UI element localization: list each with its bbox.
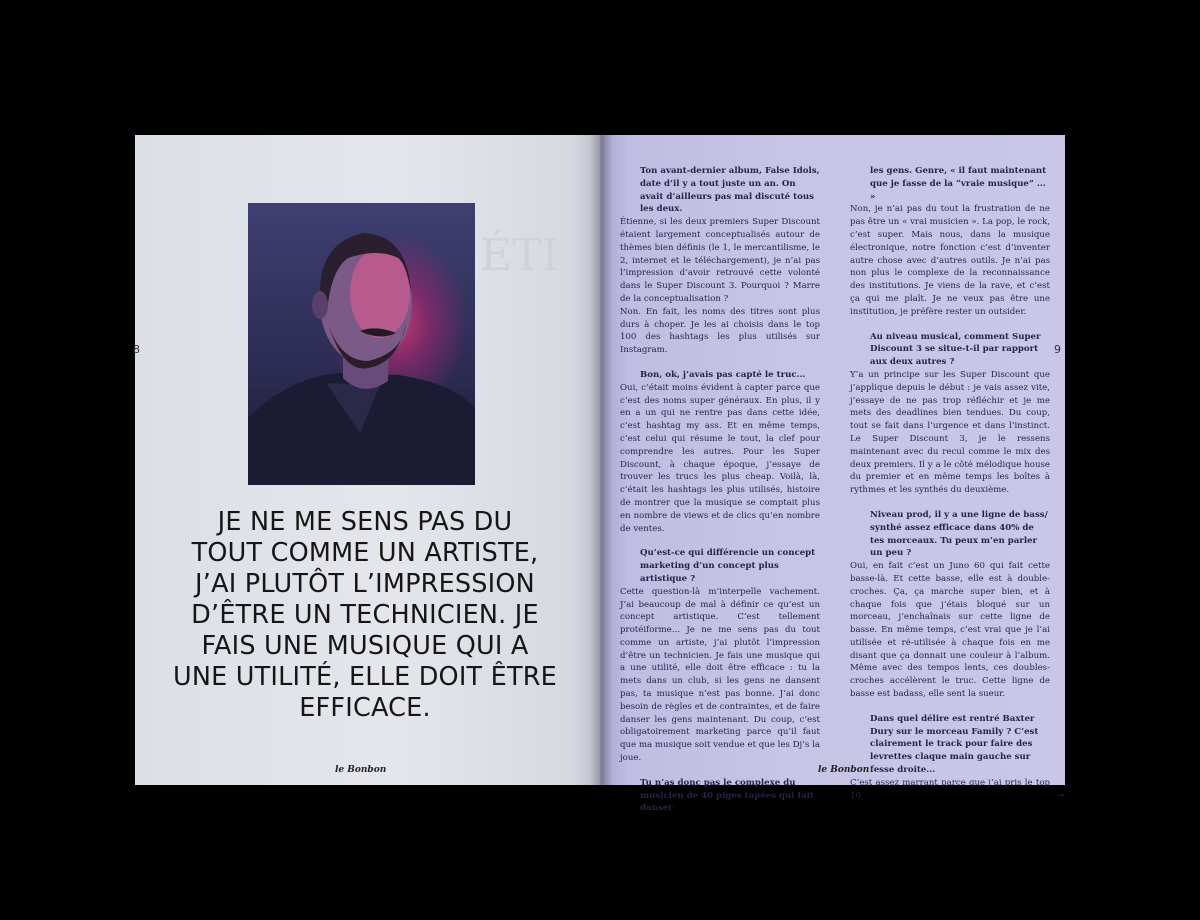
spine-shadow: [590, 135, 612, 785]
paragraph-gap: [850, 497, 1050, 509]
interview-answer: Oui, c’était moins évident à capter parce que c’est des noms super généraux. En plus, il y en a un qui ne rentre pas dans cette idée, c’est hashtag my ass. Et en même temps, c’est celui qui résume le tout, la clef pour comprendre les autres. Pour les Super Discount, à chaque époque, j’essaye de trouver les trucs les plus cheap. Voilà, là, c’était les hashtags les plus utilisés, histoire de montrer que la musique se comptait plus en nombre de views et de clics qu’en nombre de ventes.: [620, 382, 820, 534]
paragraph-gap: [850, 701, 1050, 713]
interview-answer: Non, je n’ai pas du tout la frustration de ne pas être un « vrai musicien ». La pop, le rock, c’est super. Mais nous, dans la musique électronique, notre fonction c’est d’inventer autre chose avec d’autres outils. Je n’ai pas non plus le complexe de la reconnaissance des institutions. Je viens de la rave, et c’est ça qui me plaît. Je ne veux pas être une institution, je préfère rester un outsider.: [850, 204, 1050, 317]
interview-question: Qu’est-ce qui différencie un concept marketing d’un concept plus artistique ?: [640, 548, 816, 584]
continue-arrow-icon: →: [1056, 790, 1064, 801]
pull-quote-line: D’ÊTRE UN TECHNICIEN. JE: [191, 600, 539, 630]
pull-quote-line: FAIS UNE MUSIQUE QUI A: [201, 631, 529, 661]
pull-quote-line: JE NE ME SENS PAS DU: [217, 507, 513, 537]
right-page: [600, 135, 1065, 814]
interview-question: les gens. Genre, « il faut maintenant que je fasse de la “vraie musique” ... »: [870, 166, 1047, 202]
paragraph-gap: [620, 765, 820, 777]
page-number-right: 9: [1054, 343, 1061, 356]
pull-quote-line: TOUT COMME UN ARTISTE,: [191, 538, 539, 568]
page-number-left: 8: [133, 343, 140, 356]
interview-question: Dans quel délire est rentré Baxter Dury sur le morceau Family ? C’est clairement le track pour faire des levrettes claque main gauche sur fesse droite...: [870, 713, 1039, 776]
interview-column-2: [850, 165, 1064, 802]
interview-question: Ton avant-dernier album, False Idols, date d’il y a tout juste un an. On avait d’ailleurs pas mal discuté tous les deux.: [640, 166, 820, 215]
magazine-spread: [133, 135, 1065, 814]
interview-answer: Non. En fait, les noms des titres sont plus durs à choper. Je les ai choisis dans le top 100 des hashtags les plus utilisés sur Instagram.: [620, 306, 820, 356]
interview-answer: Oui, en fait c’est un Juno 60 qui fait cette basse-là. Et cette basse, elle est à double-croches. Ça, ça marche super bien, et à chaque fois que j’étais bloqué sur un morceau, j’enchaînais sur cette ligne de basse. En même temps, c’est vrai que je l’ai utilisée et ré-utilisée à chaque fois en me disant que ça donnait une couleur à l’album. Même avec des tempos lents, ces doubles-croches accélèrent le truc. Cette ligne de basse est badass, elle sent la sueur.: [850, 561, 1050, 700]
portrait-photo: [248, 203, 475, 485]
paragraph-gap: [620, 357, 820, 369]
interview-answer: Y’a un principe sur les Super Discount que j’applique depuis le début : je vais assez vite, j’essaye de ne pas trop réfléchir et je me mets des deadlines bien tendues. Du coup, tout se fait dans l’urgence et dans l’instinct. Le Super Discount 3, je le ressens maintenant avec du recul comme le mix des deux premiers. Il y a le côté mélodique house du premier et en même temps les boîtes à rythmes et les synthés du deuxième.: [850, 369, 1050, 496]
interview-question: Bon, ok, j’avais pas capté le truc...: [640, 369, 806, 380]
magazine-logo: le Bonbon: [335, 765, 387, 775]
interview-answer: C’est assez marrant parce que j’ai pris le top 10: [850, 777, 1050, 801]
paragraph-gap: [620, 535, 820, 547]
pull-quote: [145, 507, 585, 724]
ghost-title-letters: ÉTI: [480, 230, 559, 281]
magazine-logo: le Bonbon: [818, 765, 870, 775]
paragraph-gap: [850, 319, 1050, 331]
interview-answer: Cette question-là m’interpelle vachement. J’ai beaucoup de mal à définir ce qu’est un concept artistique. C’est tellement protéiforme... Je ne me sens pas du tout comme un artiste, j’ai plutôt l’impression d’être un technicien. Je fais une musique qui a une utilité, elle doit être efficace : tu la mets dans un club, si les gens ne dansent pas, ta musique n’est pas bonne. J’ai donc besoin de règles et de contraintes, et de faire danser les gens maintenant. Du coup, c’est obligatoirement marketing parce qu’il faut que ma musique soit vendue et que les Dj’s la joue.: [620, 586, 820, 764]
pull-quote-line: J’AI PLUTÔT L’IMPRESSION: [195, 569, 535, 599]
interview-question: Tu n’as donc pas le complexe du musicien de 40 piges tapées qui fait danser: [640, 777, 814, 814]
pull-quote-line: EFFICACE.: [299, 693, 431, 723]
left-page: [135, 135, 600, 785]
interview-question: Niveau prod, il y a une ligne de bass/ synthé assez efficace dans 40% de tes morceaux. Tu peux m’en parler un peu ?: [870, 509, 1048, 559]
pull-quote-line: UNE UTILITÉ, ELLE DOIT ÊTRE: [173, 662, 557, 692]
interview-question: Au niveau musical, comment Super Discount 3 se situe-t-il par rapport aux deux autres ?: [870, 331, 1041, 368]
interview-column-1: [620, 165, 820, 815]
interview-answer: Étienne, si les deux premiers Super Discount étaient largement conceptualisés autour de thèmes bien définis (le 1, le mercantilisme, le 2, internet et le téléchargement), je n’ai pas l’impression d’avoir retrouvé cette volonté dans le Super Discount 3. Pourquoi ? Marre de la conceptualisation ?: [620, 217, 820, 304]
